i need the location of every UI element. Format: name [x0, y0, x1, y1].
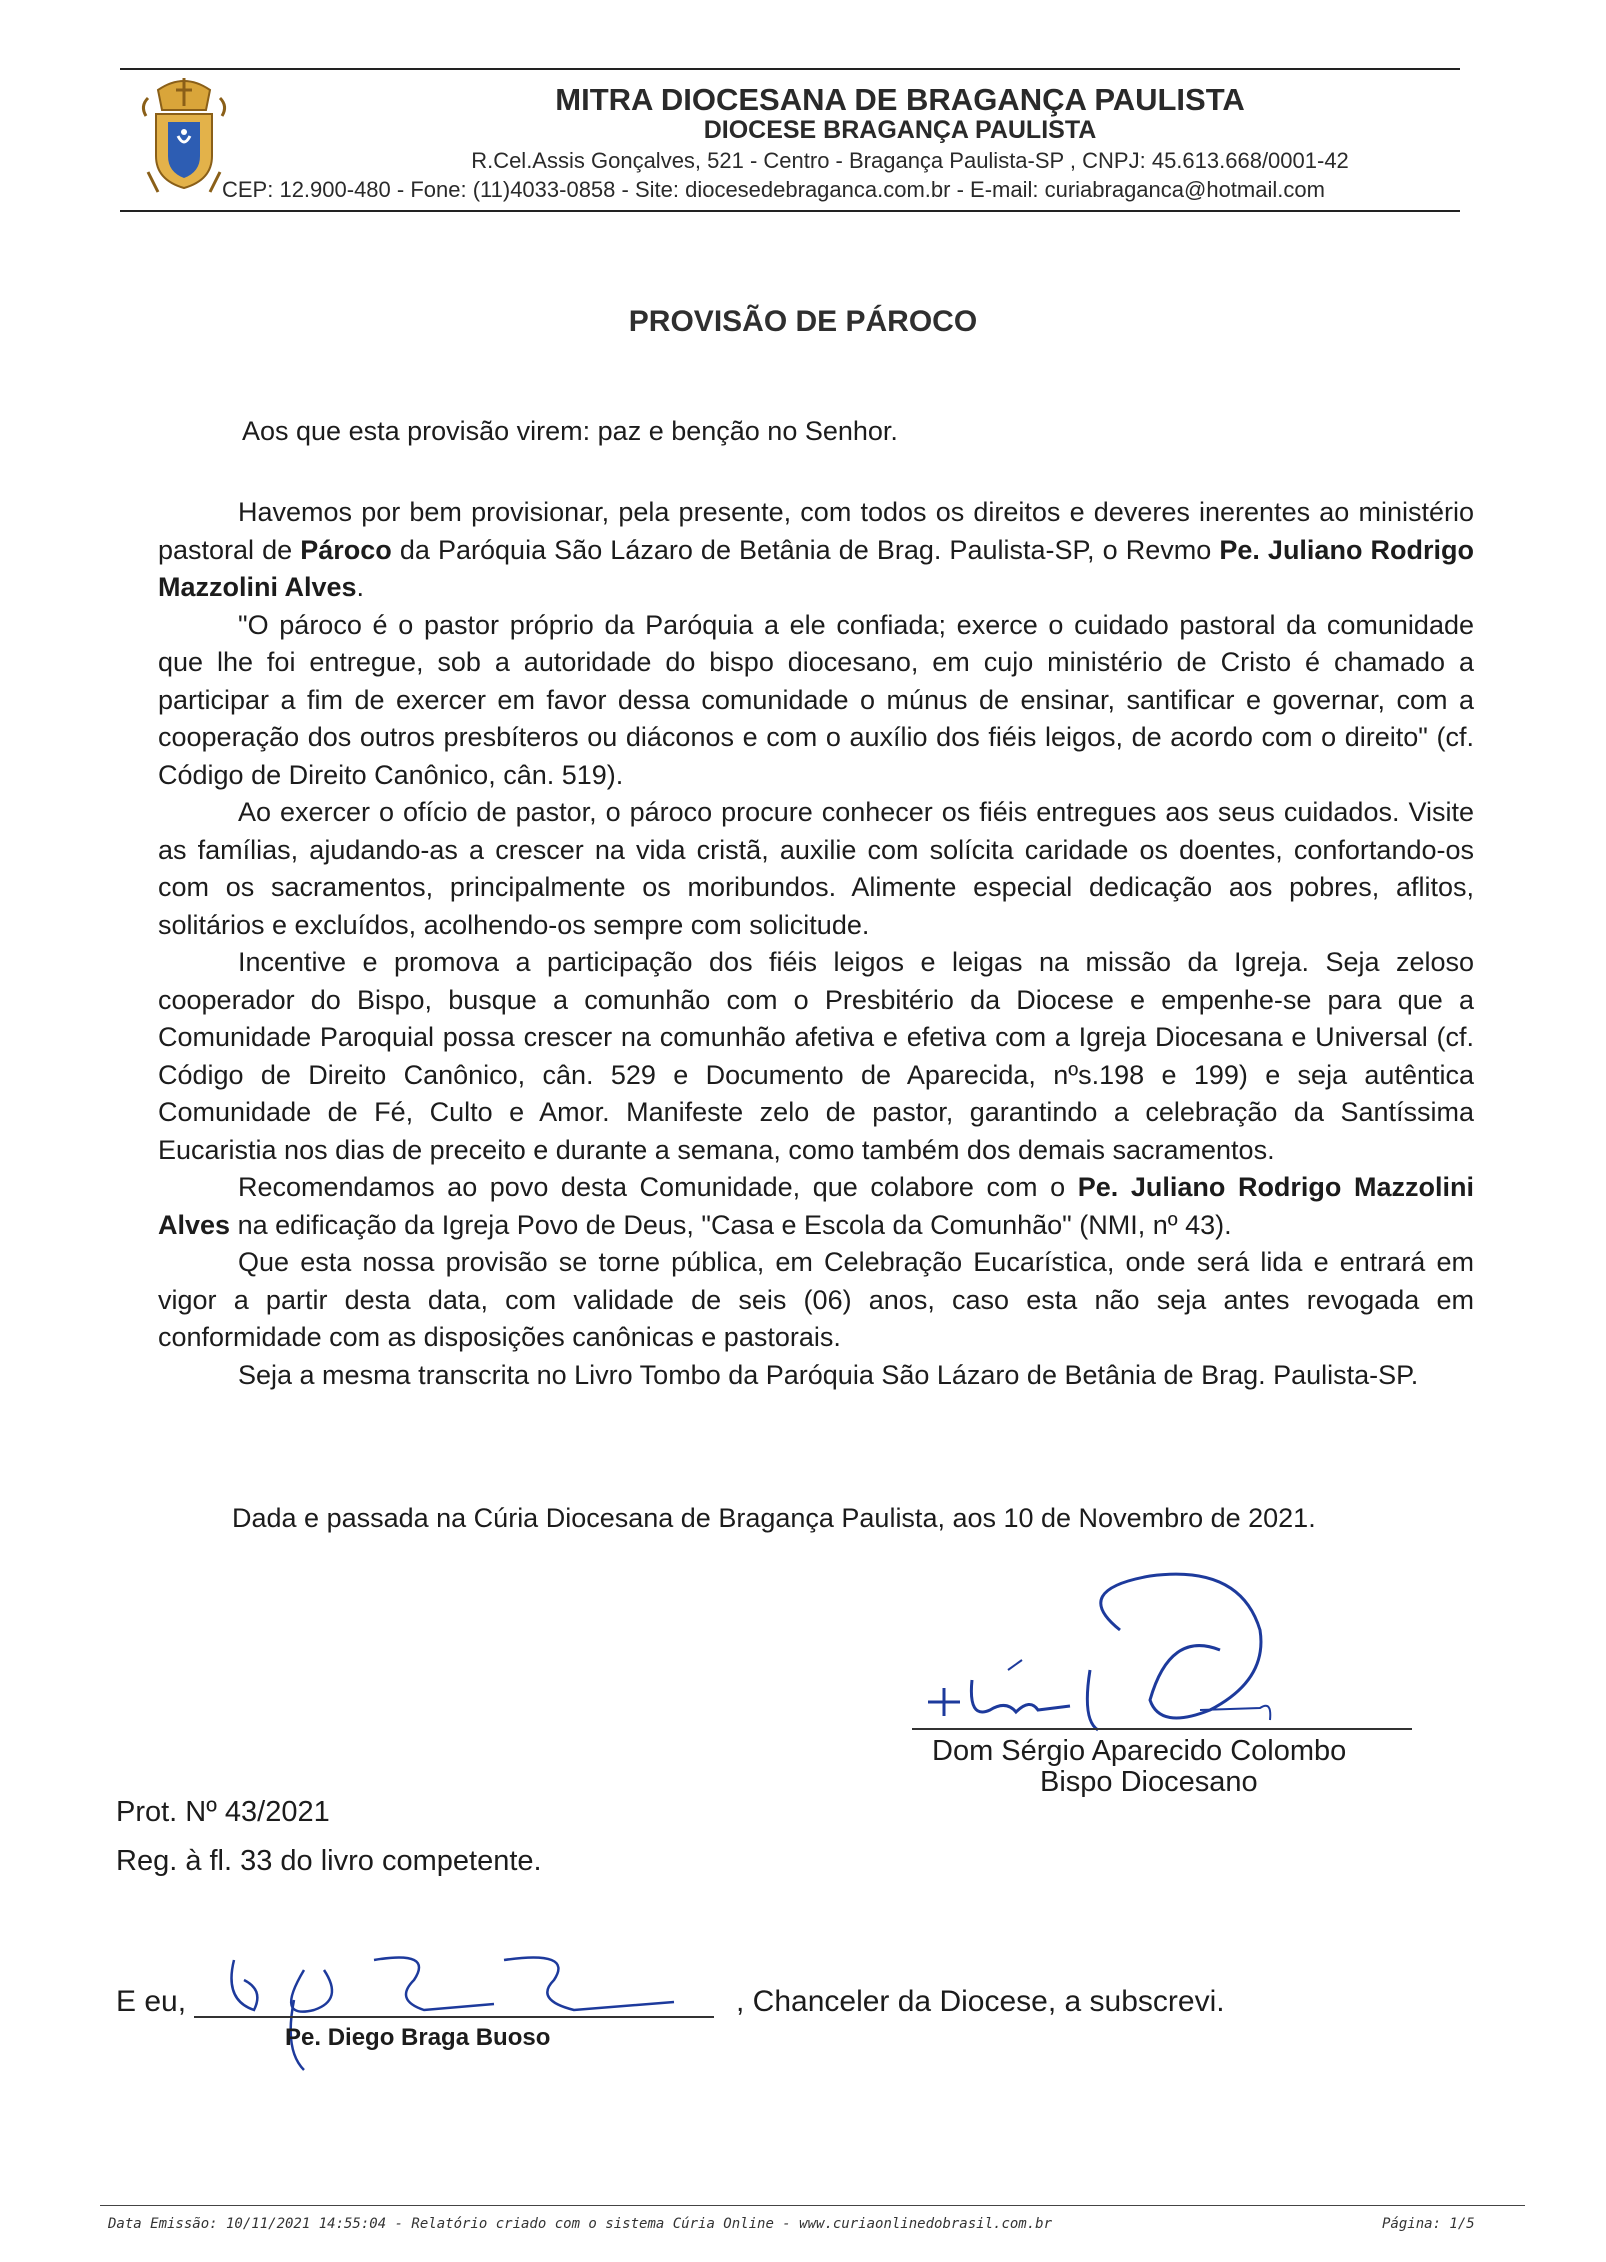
- bishop-title: Bispo Diocesano: [1040, 1766, 1258, 1798]
- org-subtitle: DIOCESE BRAGANÇA PAULISTA: [703, 116, 1097, 144]
- footer-page-number: Página: 1/5: [1382, 2216, 1475, 2232]
- bishop-name: Dom Sérgio Aparecido Colombo: [932, 1735, 1347, 1767]
- p1-text-a: Havemos por bem provisionar, pela presente, com todos os direitos e deveres inerentes ao ministério pastoral de: [158, 497, 1474, 565]
- header-top-rule: [120, 68, 1460, 70]
- paragraph-canon-quote: "O pároco é o pastor próprio da Paróquia a ele confiada; exerce o cuidado pastoral da comunidade que lhe foi entregue, sob a autoridade do bispo diocesano, em cujo ministério de Cristo é chamado a participar a fim de exercer em favor dessa comunidade o múnus de ensinar, santificar e governar, com a cooperação dos outros presbíteros ou diáconos e com o auxílio dos fiéis leigos, de acordo com o direito" (cf. Código de Direito Canônico, cân. 519).: [158, 609, 1474, 790]
- register-reference: Reg. à fl. 33 do livro competente.: [116, 1845, 542, 1877]
- header-bottom-rule: [120, 210, 1460, 212]
- chancellor-prefix: E eu,: [116, 1985, 187, 2018]
- bishop-signature-line: [912, 1728, 1412, 1730]
- p1-text-e: .: [356, 572, 365, 602]
- p5-text-c: na edificação da Igreja Povo de Deus, "Casa e Escola da Comunhão" (NMI, nº 43).: [230, 1209, 1232, 1240]
- closing-date-line: Dada e passada na Cúria Diocesana de Bragança Paulista, aos 10 de Novembro de 2021.: [232, 1503, 1316, 1533]
- chancellor-signature-line: [194, 2016, 714, 2018]
- footer-emission-info: Data Emissão: 10/11/2021 14:55:04 - Relatório criado com o sistema Cúria Online - www.curiaonlinedobrasil.com.br: [108, 2216, 1053, 2232]
- p1-priest-name: Pe. Juliano Rodrigo Mazzolini Alves: [158, 534, 1474, 602]
- paragraph-recommendation: [158, 1169, 1474, 1244]
- document-body: [158, 494, 1474, 1394]
- paragraph-publication: Que esta nossa provisão se torne pública, em Celebração Eucarística, onde será lida e entrará em vigor a partir desta data, com validade de seis (06) anos, caso esta não seja antes revogada em conformidade com as disposições canônicas e pastorais.: [158, 1247, 1474, 1352]
- chancellor-statement: , Chanceler da Diocese, a subscrevi.: [736, 1985, 1225, 2018]
- org-contact: CEP: 12.900-480 - Fone: (11)4033-0858 - Site: diocesedebraganca.com.br - E-mail: curiabraganca@hotmail.com: [222, 177, 1325, 202]
- paragraph-participation: Incentive e promova a participação dos fiéis leigos e leigas na missão da Igreja. Seja zeloso cooperador do Bispo, busque a comunhão com o Presbitério da Diocese e empenhe-se para que a Comunidade Paroquial possa crescer na comunhão afetiva e efetiva com a Igreja Diocesana e Universal (cf. Código de Direito Canônico, cân. 529 e Documento de Aparecida, nºs.198 e 199) e seja autêntica Comunidade de Fé, Culto e Amor. Manifeste zelo de pastor, garantindo a celebração da Santíssima Eucaristia nos dias de preceito e durante a semana, como também dos demais sacramentos.: [158, 947, 1474, 1165]
- p1-role: Pároco: [300, 534, 392, 565]
- paragraph-transcription: Seja a mesma transcrita no Livro Tombo da Paróquia São Lázaro de Betânia de Brag. Paulista-SP.: [238, 1359, 1419, 1390]
- footer-rule: [100, 2205, 1525, 2206]
- greeting: Aos que esta provisão virem: paz e benção no Senhor.: [242, 416, 898, 446]
- org-address: R.Cel.Assis Gonçalves, 521 - Centro - Bragança Paulista-SP , CNPJ: 45.613.668/0001-42: [471, 148, 1349, 173]
- p5-priest-name: Pe. Juliano Rodrigo Mazzolini Alves: [158, 1172, 1474, 1240]
- org-title: MITRA DIOCESANA DE BRAGANÇA PAULISTA: [555, 82, 1245, 117]
- paragraph-pastor-duties: Ao exercer o ofício de pastor, o pároco procure conhecer os fiéis entregues aos seus cuidados. Visite as famílias, ajudando-as a crescer na vida cristã, auxilie com solícita caridade os doentes, confortando-os com os sacramentos, principalmente os moribundos. Alimente especial dedicação aos pobres, aflitos, solitários e excluídos, acolhendo-os sempre com solicitude.: [158, 797, 1474, 940]
- chancellor-signature: [194, 1940, 734, 2080]
- chancellor-name: Pe. Diego Braga Buoso: [285, 2024, 551, 2051]
- document-title: PROVISÃO DE PÁROCO: [628, 305, 978, 338]
- protocol-number: Prot. Nº 43/2021: [116, 1796, 330, 1828]
- p5-text-a: Recomendamos ao povo desta Comunidade, que colabore com o: [238, 1172, 1078, 1202]
- paragraph-provision: [158, 494, 1474, 607]
- p1-text-c: da Paróquia São Lázaro de Betânia de Brag. Paulista-SP, o Revmo: [391, 534, 1220, 565]
